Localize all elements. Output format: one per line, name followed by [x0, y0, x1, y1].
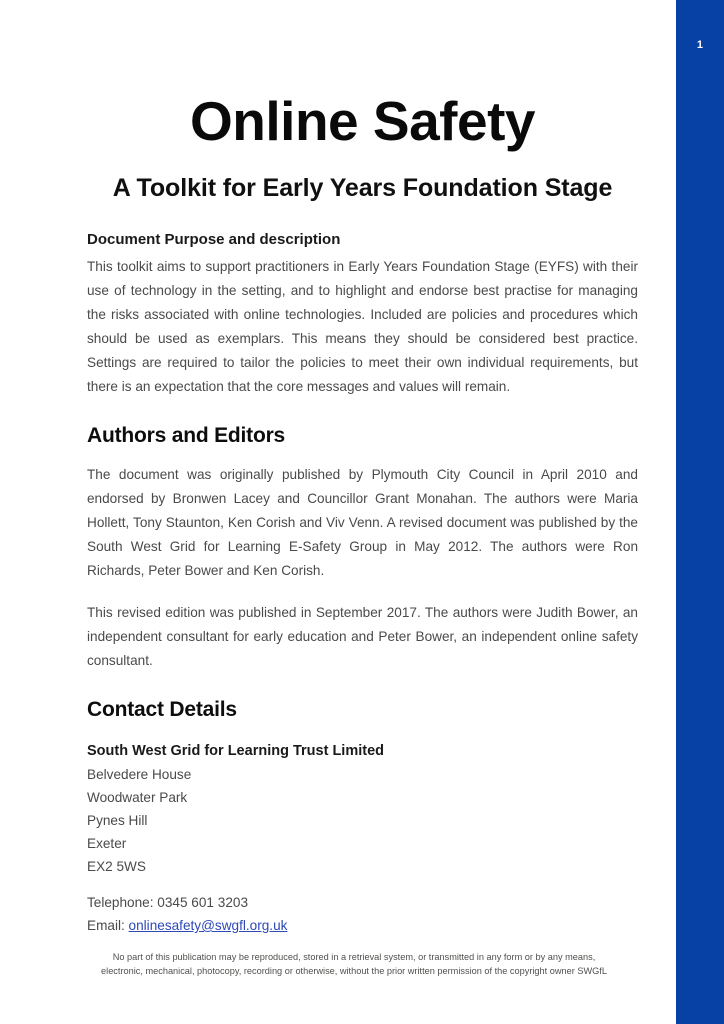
contact-address-line: Pynes Hill: [87, 813, 148, 828]
contact-email-label: Email:: [87, 918, 129, 933]
contact-email-line: [87, 914, 638, 937]
document-subtitle: A Toolkit for Early Years Foundation Stage: [112, 174, 613, 202]
contact-address-line: Woodwater Park: [87, 790, 188, 805]
page-number: 1: [696, 39, 704, 51]
copyright-footer: [64, 950, 644, 978]
copyright-line-1: No part of this publication may be reproduced, stored in a retrieval system, or transmitted in any form or by any means,: [112, 952, 596, 962]
contact-address-line: Belvedere House: [87, 767, 192, 782]
section-heading-authors: Authors and Editors: [87, 424, 286, 447]
section-heading-purpose: Document Purpose and description: [87, 231, 341, 248]
document-title: Online Safety: [190, 90, 535, 152]
section-body-purpose: This toolkit aims to support practitioners in Early Years Foundation Stage (EYFS) with their use of technology in the setting, and to highlight and endorse best practise for managing the risks associated with online technologies. Included are policies and procedures which should be used as exemplars. This means they should be considered best practice. Settings are required to tailor the policies to meet their own individual requirements, but there is an expectation that the core messages and values will remain.: [87, 259, 638, 394]
document-content: [87, 0, 638, 937]
address-spacer: [87, 878, 638, 891]
page-accent-bar: [676, 0, 724, 1024]
contact-address-line: Exeter: [87, 836, 127, 851]
copyright-line-2: electronic, mechanical, photocopy, recording or otherwise, without the prior written permission of the copyright owner SWGfL: [101, 966, 607, 976]
contact-address-line: EX2 5WS: [87, 859, 146, 874]
section-heading-contact: Contact Details: [87, 698, 237, 721]
contact-telephone: Telephone: 0345 601 3203: [87, 895, 249, 910]
section-body-authors-2: This revised edition was published in September 2017. The authors were Judith Bower, an independent consultant for early education and Peter Bower, an independent online safety consultant.: [87, 605, 638, 668]
section-body-authors-1: The document was originally published by Plymouth City Council in April 2010 and endorsed by Bronwen Lacey and Councillor Grant Monahan. The authors were Maria Hollett, Tony Staunton, Ken Corish and Viv Venn. A revised document was published by the South West Grid for Learning E-Safety Group in May 2012. The authors were Ron Richards, Peter Bower and Ken Corish.: [87, 467, 638, 578]
contact-organisation: South West Grid for Learning Trust Limited: [87, 743, 384, 759]
contact-email-link[interactable]: onlinesafety@swgfl.org.uk: [128, 918, 288, 933]
